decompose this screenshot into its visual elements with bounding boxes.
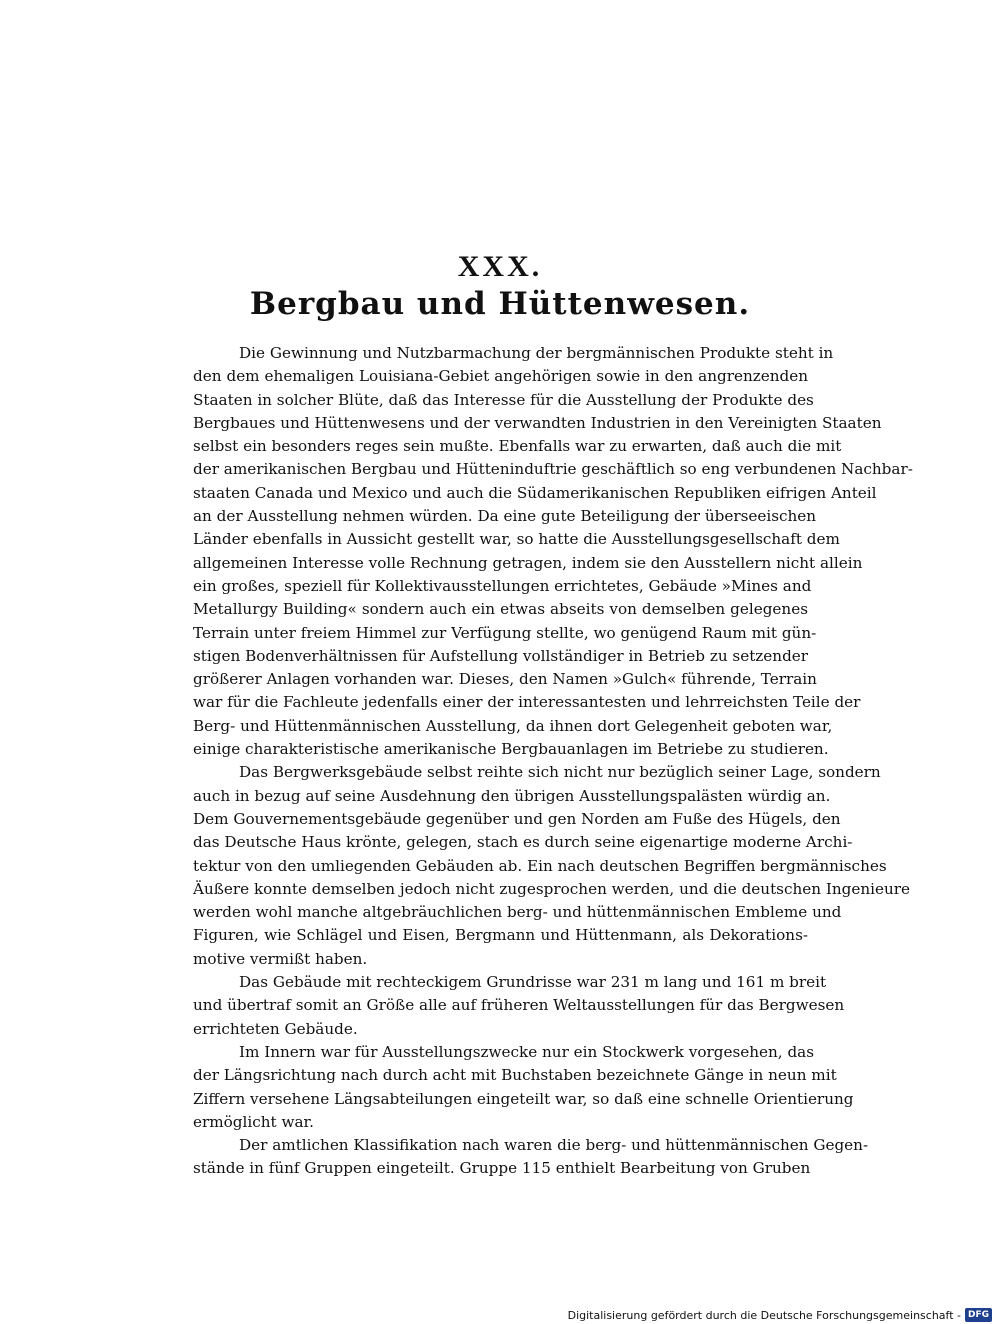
text-line: auch in bezug auf seine Ausdehnung den übrigen Ausstellungspalästen würdig an. <box>193 786 831 805</box>
text-line: motive vermißt haben. <box>193 949 368 968</box>
text-line: stände in fünf Gruppen eingeteilt. Gruppe 115 enthielt Bearbeitung von Gruben <box>193 1159 811 1178</box>
text-line: Der amtlichen Klassifikation nach waren die berg- und hüttenmännischen Gegen- <box>239 1136 869 1155</box>
text-line: war für die Fachleute jedenfalls einer der interessantesten und lehrreichsten Teile der <box>193 693 861 712</box>
text-line: allgemeinen Interesse volle Rechnung getragen, indem sie den Ausstellern nicht allein <box>193 553 863 572</box>
footer <box>568 1308 992 1322</box>
text-line: Dem Gouvernementsgebäude gegenüber und gen Norden am Fuße des Hügels, den <box>193 809 841 828</box>
text-line: Im Innern war für Ausstellungszwecke nur ein Stockwerk vorgesehen, das <box>239 1042 815 1061</box>
text-line: der Längsrichtung nach durch acht mit Buchstaben bezeichnete Gänge in neun mit <box>193 1066 837 1085</box>
text-line: staaten Canada und Mexico und auch die Südamerikanischen Republiken eifrigen Anteil <box>193 483 877 502</box>
text-line: Länder ebenfalls in Aussicht gestellt war, so hatte die Ausstellungsgesellschaft dem <box>193 530 840 549</box>
text-line: Figuren, wie Schlägel und Eisen, Bergmann und Hüttenmann, als Dekorations- <box>193 926 808 945</box>
text-line: Staaten in solcher Blüte, daß das Interesse für die Ausstellung der Produkte des <box>193 390 814 409</box>
text-line: Bergbaues und Hüttenwesens und der verwandten Industrien in den Vereinigten Staaten <box>193 413 882 432</box>
text-line: Metallurgy Building« sondern auch ein etwas abseits von demselben gelegenes <box>193 600 808 619</box>
text-line: werden wohl manche altgebräuchlichen berg- und hüttenmännischen Embleme und <box>193 903 842 922</box>
text-line: an der Ausstellung nehmen würden. Da eine gute Beteiligung der überseeischen <box>193 507 817 526</box>
text-line: Terrain unter freiem Himmel zur Verfügung stellte, wo genügend Raum mit gün- <box>193 623 817 642</box>
chapter-title: Bergbau und Hüttenwesen. <box>249 286 751 322</box>
text-line: größerer Anlagen vorhanden war. Dieses, den Namen »Gulch« führende, Terrain <box>193 670 817 689</box>
text-line: Berg- und Hüttenmännischen Ausstellung, da ihnen dort Gelegenheit geboten war, <box>193 716 833 735</box>
dfg-logo: DFG <box>965 1308 992 1322</box>
text-line: und übertraf somit an Größe alle auf früheren Weltausstellungen für das Bergwesen <box>193 996 845 1015</box>
body-text <box>193 342 913 1181</box>
text-line: ermöglicht war. <box>193 1112 314 1131</box>
text-line: Äußere konnte demselben jedoch nicht zugesprochen werden, und die deutschen Ingenieure <box>193 879 911 898</box>
text-line: den dem ehemaligen Louisiana-Gebiet angehörigen sowie in den angrenzenden <box>193 367 808 386</box>
text-line: errichteten Gebäude. <box>193 1019 358 1038</box>
text-line: Das Bergwerksgebäude selbst reihte sich nicht nur bezüglich seiner Lage, sondern <box>239 763 881 782</box>
text-line: stigen Bodenverhältnissen für Aufstellung vollständiger in Betrieb zu setzender <box>193 646 809 665</box>
text-line: Die Gewinnung und Nutzbarmachung der bergmännischen Produkte steht in <box>239 344 834 362</box>
text-line: der amerikanischen Bergbau und Hütteninduftrie geschäftlich so eng verbundenen Nachbar- <box>193 460 913 479</box>
text-line: das Deutsche Haus krönte, gelegen, stach es durch seine eigenartige moderne Archi- <box>193 833 853 852</box>
text-line: Das Gebäude mit rechteckigem Grundrisse war 231 m lang und 161 m breit <box>239 973 827 992</box>
text-line: tektur von den umliegenden Gebäuden ab. Ein nach deutschen Begriffen bergmännisches <box>193 856 887 875</box>
footer-credit: Digitalisierung gefördert durch die Deutsche Forschungsgemeinschaft - <box>567 1308 961 1322</box>
text-line: einige charakteristische amerikanische Bergbauanlagen im Betriebe zu studieren. <box>193 740 829 759</box>
text-line: selbst ein besonders reges sein mußte. Ebenfalls war zu erwarten, daß auch die mit <box>193 437 842 456</box>
text-line: ein großes, speziell für Kollektivausstellungen errichtetes, Gebäude »Mines and <box>193 576 812 595</box>
text-line: Ziffern versehene Längsabteilungen eingeteilt war, so daß eine schnelle Orientierung <box>193 1089 854 1108</box>
chapter-number: XXX. <box>457 250 543 283</box>
